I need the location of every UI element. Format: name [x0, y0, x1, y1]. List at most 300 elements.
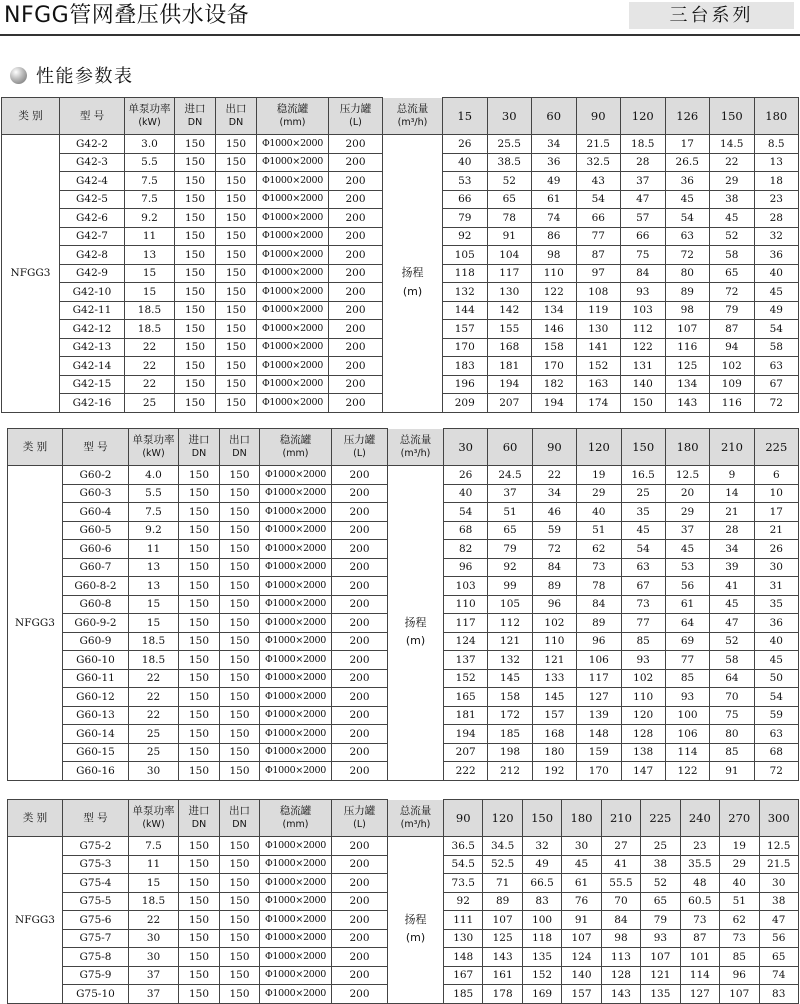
tank-cell: Φ1000×2000 — [260, 521, 332, 540]
head-value-cell: 100 — [665, 706, 709, 725]
head-value-cell: 127 — [680, 985, 719, 1004]
head-value-cell: 124 — [444, 632, 488, 651]
head-value-cell: 96 — [577, 632, 621, 651]
outlet-cell: 150 — [220, 966, 260, 985]
power-header-unit: (kW) — [138, 117, 161, 128]
power-cell: 5.5 — [125, 153, 175, 172]
flow-value-header: 180 — [562, 800, 601, 837]
inlet-header — [175, 98, 216, 135]
model-cell: G60-7 — [63, 558, 129, 577]
head-cell — [383, 375, 443, 394]
head-value-cell: 125 — [665, 357, 710, 376]
head-value-cell: 58 — [710, 651, 754, 670]
head-cell — [388, 725, 444, 744]
tank-cell: Φ1000×2000 — [260, 725, 332, 744]
table-row — [8, 669, 799, 688]
model-cell: G60-2 — [63, 466, 129, 485]
head-cell — [383, 357, 443, 376]
category-cell — [8, 540, 63, 559]
head-value-cell: 140 — [621, 375, 666, 394]
head-value-cell: 152 — [522, 966, 561, 985]
head-cell — [388, 614, 444, 633]
pressure-tank-cell: 200 — [329, 338, 383, 357]
tank-header — [260, 429, 332, 466]
outlet-cell: 150 — [220, 762, 260, 781]
outlet-header-unit: DN — [232, 448, 247, 459]
head-value-cell: 72 — [532, 540, 576, 559]
head-value-cell: 85 — [720, 948, 759, 967]
tank-cell: Φ1000×2000 — [257, 227, 329, 246]
head-value-cell: 76 — [562, 892, 601, 911]
head-value-cell: 96 — [444, 558, 488, 577]
model-cell: G42-4 — [60, 172, 125, 191]
outlet-cell: 150 — [220, 632, 260, 651]
inlet-cell: 150 — [179, 688, 220, 707]
outlet-cell: 150 — [220, 837, 260, 856]
head-value-cell: 181 — [487, 357, 532, 376]
category-cell — [8, 929, 63, 948]
tank-cell: Φ1000×2000 — [260, 874, 332, 893]
pressure-tank-cell: 200 — [332, 892, 388, 911]
head-value-cell: 72 — [754, 394, 799, 413]
head-value-cell: 66 — [576, 209, 621, 228]
inlet-cell: 150 — [179, 484, 220, 503]
table-row — [2, 209, 799, 228]
head-value-cell: 23 — [754, 190, 799, 209]
category-cell — [8, 966, 63, 985]
tank-cell: Φ1000×2000 — [257, 246, 329, 265]
outlet-cell: 150 — [216, 357, 257, 376]
flow-value-header: 15 — [443, 98, 488, 135]
tank-cell: Φ1000×2000 — [257, 153, 329, 172]
model-cell: G42-16 — [60, 394, 125, 413]
table-row — [8, 558, 799, 577]
head-value-cell: 107 — [720, 985, 759, 1004]
head-value-cell: 29 — [720, 855, 759, 874]
tank-cell: Φ1000×2000 — [257, 135, 329, 154]
head-value-cell: 74 — [759, 966, 798, 985]
head-value-cell: 59 — [754, 706, 798, 725]
category-cell — [8, 669, 63, 688]
power-header-unit: (kW) — [142, 819, 165, 830]
head-value-cell: 92 — [443, 227, 488, 246]
inlet-cell: 150 — [175, 209, 216, 228]
head-value-cell: 52 — [710, 632, 754, 651]
head-value-cell: 98 — [532, 246, 577, 265]
head-label: 扬程 — [401, 266, 424, 280]
power-cell: 30 — [129, 762, 179, 781]
model-cell: G60-8-2 — [63, 577, 129, 596]
pressure-tank-cell: 200 — [329, 264, 383, 283]
head-value-cell: 110 — [621, 688, 665, 707]
power-cell: 18.5 — [129, 632, 179, 651]
tank-cell: Φ1000×2000 — [260, 632, 332, 651]
head-value-cell: 66 — [621, 227, 666, 246]
pressure-tank-cell: 200 — [332, 484, 388, 503]
power-cell: 18.5 — [129, 892, 179, 911]
head-value-cell: 61 — [665, 595, 709, 614]
head-value-cell: 148 — [444, 948, 483, 967]
category-cell — [8, 651, 63, 670]
head-value-cell: 45 — [665, 540, 709, 559]
head-value-cell: 24.5 — [488, 466, 532, 485]
flow-value-header: 210 — [710, 429, 754, 466]
inlet-cell: 150 — [179, 874, 220, 893]
head-value-cell: 49 — [754, 301, 799, 320]
pressure-tank-header — [332, 800, 388, 837]
head-cell — [388, 577, 444, 596]
head-cell — [383, 246, 443, 265]
tank-cell: Φ1000×2000 — [257, 394, 329, 413]
head-value-cell: 65 — [641, 892, 680, 911]
head-value-cell: 105 — [443, 246, 488, 265]
head-value-cell: 26 — [443, 135, 488, 154]
tank-cell: Φ1000×2000 — [260, 837, 332, 856]
pressure-tank-cell: 200 — [329, 153, 383, 172]
power-header-label: 单泵功率 — [132, 805, 175, 817]
head-value-cell: 57 — [621, 209, 666, 228]
head-value-cell: 121 — [641, 966, 680, 985]
tank-cell: Φ1000×2000 — [260, 614, 332, 633]
head-value-cell: 158 — [488, 688, 532, 707]
category-cell — [8, 892, 63, 911]
outlet-cell: 150 — [220, 985, 260, 1004]
outlet-header-label: 出口 — [229, 805, 250, 817]
power-cell: 11 — [125, 227, 175, 246]
head-value-cell: 21 — [710, 503, 754, 522]
head-value-cell: 36 — [665, 172, 710, 191]
flow-header-label: 总流量 — [399, 433, 432, 446]
tank-cell: Φ1000×2000 — [260, 540, 332, 559]
head-value-cell: 145 — [488, 669, 532, 688]
head-value-cell: 72 — [710, 283, 755, 302]
power-cell: 4.0 — [129, 466, 179, 485]
pressure-tank-header-unit: (L) — [349, 117, 362, 128]
head-value-cell: 128 — [601, 966, 640, 985]
head-value-cell: 84 — [532, 558, 576, 577]
head-value-cell: 91 — [562, 911, 601, 930]
inlet-cell: 150 — [179, 911, 220, 930]
model-header — [63, 800, 129, 837]
pressure-tank-cell: 200 — [332, 855, 388, 874]
category-cell — [8, 743, 63, 762]
head-value-cell: 85 — [665, 669, 709, 688]
head-cell — [388, 948, 444, 967]
tank-header-label: 稳流罐 — [279, 434, 312, 446]
head-label: 扬程 — [404, 912, 427, 926]
head-value-cell: 84 — [577, 595, 621, 614]
tank-cell: Φ1000×2000 — [257, 190, 329, 209]
head-value-cell: 96 — [720, 966, 759, 985]
table-row — [8, 911, 799, 930]
table-row — [2, 135, 799, 154]
power-cell: 7.5 — [129, 837, 179, 856]
model-cell: G42-6 — [60, 209, 125, 228]
outlet-cell: 150 — [220, 725, 260, 744]
tank-cell: Φ1000×2000 — [260, 892, 332, 911]
head-value-cell: 63 — [754, 725, 798, 744]
table-row — [8, 595, 799, 614]
power-cell: 25 — [125, 394, 175, 413]
head-value-cell: 73 — [621, 595, 665, 614]
tank-cell: Φ1000×2000 — [257, 264, 329, 283]
head-value-cell: 207 — [444, 743, 488, 762]
tank-cell: Φ1000×2000 — [260, 948, 332, 967]
head-value-cell: 100 — [522, 911, 561, 930]
outlet-cell: 150 — [220, 651, 260, 670]
head-value-cell: 181 — [444, 706, 488, 725]
performance-table — [7, 799, 799, 1004]
head-value-cell: 25 — [621, 484, 665, 503]
head-value-cell: 80 — [710, 725, 754, 744]
head-value-cell: 152 — [576, 357, 621, 376]
category-cell: NFGG3 — [8, 614, 63, 633]
model-cell: G60-12 — [63, 688, 129, 707]
head-cell — [383, 394, 443, 413]
power-cell: 3.0 — [125, 135, 175, 154]
head-unit: (m) — [402, 284, 423, 298]
category-cell — [8, 595, 63, 614]
head-value-cell: 63 — [665, 227, 710, 246]
head-value-cell: 12.5 — [759, 837, 798, 856]
table-header-row — [8, 800, 799, 837]
inlet-cell: 150 — [175, 172, 216, 191]
model-cell: G42-8 — [60, 246, 125, 265]
model-cell: G60-13 — [63, 706, 129, 725]
pressure-tank-cell: 200 — [332, 503, 388, 522]
tank-cell: Φ1000×2000 — [260, 669, 332, 688]
head-value-cell: 34 — [710, 540, 754, 559]
head-cell — [383, 172, 443, 191]
head-value-cell: 40 — [444, 484, 488, 503]
head-value-cell: 142 — [487, 301, 532, 320]
pressure-tank-cell: 200 — [329, 375, 383, 394]
model-cell: G75-9 — [63, 966, 129, 985]
flow-header — [388, 429, 444, 466]
head-value-cell: 36.5 — [444, 837, 483, 856]
tank-header-label: 稳流罐 — [279, 805, 312, 817]
head-value-cell: 134 — [665, 375, 710, 394]
category-header — [8, 429, 63, 466]
pressure-tank-cell: 200 — [332, 669, 388, 688]
head-value-cell: 161 — [483, 966, 522, 985]
inlet-cell: 150 — [179, 855, 220, 874]
tank-cell: Φ1000×2000 — [260, 743, 332, 762]
tank-cell: Φ1000×2000 — [257, 283, 329, 302]
head-value-cell: 51 — [488, 503, 532, 522]
outlet-header — [220, 429, 260, 466]
head-value-cell: 50 — [754, 669, 798, 688]
head-value-cell: 127 — [577, 688, 621, 707]
head-value-cell: 86 — [532, 227, 577, 246]
category-cell — [8, 503, 63, 522]
head-value-cell: 37 — [488, 484, 532, 503]
model-header — [63, 429, 129, 466]
head-value-cell: 110 — [444, 595, 488, 614]
outlet-cell: 150 — [220, 892, 260, 911]
model-cell: G60-11 — [63, 669, 129, 688]
inlet-cell: 150 — [175, 246, 216, 265]
head-value-cell: 62 — [577, 540, 621, 559]
head-value-cell: 137 — [444, 651, 488, 670]
head-value-cell: 89 — [665, 283, 710, 302]
tank-cell: Φ1000×2000 — [257, 338, 329, 357]
pressure-tank-cell: 200 — [332, 966, 388, 985]
head-value-cell: 185 — [444, 985, 483, 1004]
head-cell — [388, 688, 444, 707]
pressure-tank-cell: 200 — [332, 706, 388, 725]
pressure-tank-cell: 200 — [332, 558, 388, 577]
tank-cell: Φ1000×2000 — [260, 688, 332, 707]
head-value-cell: 34.5 — [483, 837, 522, 856]
category-cell — [2, 209, 60, 228]
head-value-cell: 112 — [488, 614, 532, 633]
category-cell — [8, 706, 63, 725]
head-value-cell: 25.5 — [487, 135, 532, 154]
head-value-cell: 65 — [487, 190, 532, 209]
head-value-cell: 108 — [576, 283, 621, 302]
pressure-tank-cell: 200 — [332, 985, 388, 1004]
pressure-tank-cell: 200 — [332, 577, 388, 596]
head-cell — [383, 227, 443, 246]
pressure-tank-header-label: 压力罐 — [339, 103, 372, 115]
head-value-cell: 93 — [621, 283, 666, 302]
head-value-cell: 49 — [522, 855, 561, 874]
head-value-cell: 102 — [710, 357, 755, 376]
model-cell: G42-14 — [60, 357, 125, 376]
head-value-cell: 78 — [487, 209, 532, 228]
inlet-cell: 150 — [175, 338, 216, 357]
head-value-cell: 87 — [576, 246, 621, 265]
power-header — [125, 98, 175, 135]
head-value-cell: 70 — [710, 688, 754, 707]
model-cell: G75-3 — [63, 855, 129, 874]
head-value-cell: 101 — [680, 948, 719, 967]
head-value-cell: 23 — [680, 837, 719, 856]
flow-value-header: 30 — [444, 429, 488, 466]
category-cell — [2, 227, 60, 246]
outlet-cell: 150 — [220, 521, 260, 540]
tank-cell: Φ1000×2000 — [260, 966, 332, 985]
pressure-tank-cell: 200 — [332, 651, 388, 670]
head-value-cell: 19 — [720, 837, 759, 856]
power-cell: 7.5 — [125, 172, 175, 191]
head-cell — [388, 669, 444, 688]
inlet-cell: 150 — [179, 632, 220, 651]
inlet-cell: 150 — [175, 301, 216, 320]
header-divider — [0, 34, 800, 36]
head-value-cell: 198 — [488, 743, 532, 762]
flow-value-header: 30 — [487, 98, 532, 135]
power-cell: 13 — [125, 246, 175, 265]
inlet-cell: 150 — [175, 153, 216, 172]
model-cell: G60-15 — [63, 743, 129, 762]
inlet-cell: 150 — [175, 135, 216, 154]
table-row — [8, 725, 799, 744]
model-cell: G60-14 — [63, 725, 129, 744]
head-value-cell: 178 — [483, 985, 522, 1004]
head-cell — [388, 484, 444, 503]
inlet-cell: 150 — [179, 892, 220, 911]
model-cell: G75-6 — [63, 911, 129, 930]
table-row — [8, 966, 799, 985]
head-value-cell: 125 — [483, 929, 522, 948]
head-value-cell: 130 — [576, 320, 621, 339]
power-cell: 22 — [129, 706, 179, 725]
head-cell — [383, 209, 443, 228]
head-value-cell: 28 — [621, 153, 666, 172]
model-header-label: 型 号 — [83, 811, 108, 824]
power-cell: 11 — [129, 540, 179, 559]
head-value-cell: 124 — [562, 948, 601, 967]
head-value-cell: 135 — [522, 948, 561, 967]
head-value-cell: 38.5 — [487, 153, 532, 172]
performance-table — [1, 97, 799, 413]
head-value-cell: 159 — [577, 743, 621, 762]
flow-value-header: 180 — [665, 429, 709, 466]
inlet-cell: 150 — [179, 706, 220, 725]
model-cell: G60-9 — [63, 632, 129, 651]
model-cell: G75-5 — [63, 892, 129, 911]
head-value-cell: 21.5 — [759, 855, 798, 874]
tank-header-label: 稳流罐 — [276, 103, 309, 115]
head-value-cell: 14.5 — [710, 135, 755, 154]
head-value-cell: 6 — [754, 466, 798, 485]
category-cell — [8, 855, 63, 874]
head-value-cell: 144 — [443, 301, 488, 320]
power-cell: 7.5 — [125, 190, 175, 209]
category-header-label: 类 别 — [18, 109, 43, 122]
tank-cell: Φ1000×2000 — [260, 929, 332, 948]
head-value-cell: 46 — [532, 503, 576, 522]
series-badge: 三台系列 — [629, 2, 794, 29]
head-cell — [388, 837, 444, 856]
head-value-cell: 58 — [710, 246, 755, 265]
power-cell: 22 — [125, 338, 175, 357]
head-value-cell: 98 — [601, 929, 640, 948]
pressure-tank-cell: 200 — [332, 762, 388, 781]
head-value-cell: 30 — [562, 837, 601, 856]
pressure-tank-cell: 200 — [332, 688, 388, 707]
head-value-cell: 91 — [710, 762, 754, 781]
outlet-cell: 150 — [216, 283, 257, 302]
tank-header-unit: (mm) — [282, 448, 309, 459]
head-value-cell: 212 — [488, 762, 532, 781]
model-header — [60, 98, 125, 135]
head-value-cell: 122 — [665, 762, 709, 781]
pressure-tank-cell: 200 — [329, 301, 383, 320]
outlet-cell: 150 — [220, 948, 260, 967]
pressure-tank-cell: 200 — [329, 320, 383, 339]
head-value-cell: 47 — [759, 911, 798, 930]
head-value-cell: 196 — [443, 375, 488, 394]
outlet-cell: 150 — [216, 209, 257, 228]
model-cell: G75-7 — [63, 929, 129, 948]
inlet-cell: 150 — [179, 651, 220, 670]
table-row — [8, 632, 799, 651]
pressure-tank-header — [332, 429, 388, 466]
head-value-cell: 116 — [665, 338, 710, 357]
head-value-cell: 34 — [532, 135, 577, 154]
model-cell: G75-4 — [63, 874, 129, 893]
inlet-cell: 150 — [175, 320, 216, 339]
head-value-cell: 68 — [444, 521, 488, 540]
pressure-tank-cell: 200 — [329, 190, 383, 209]
head-value-cell: 31 — [754, 577, 798, 596]
table-row — [2, 264, 799, 283]
category-header-label: 类 别 — [22, 811, 48, 824]
inlet-cell: 150 — [179, 614, 220, 633]
